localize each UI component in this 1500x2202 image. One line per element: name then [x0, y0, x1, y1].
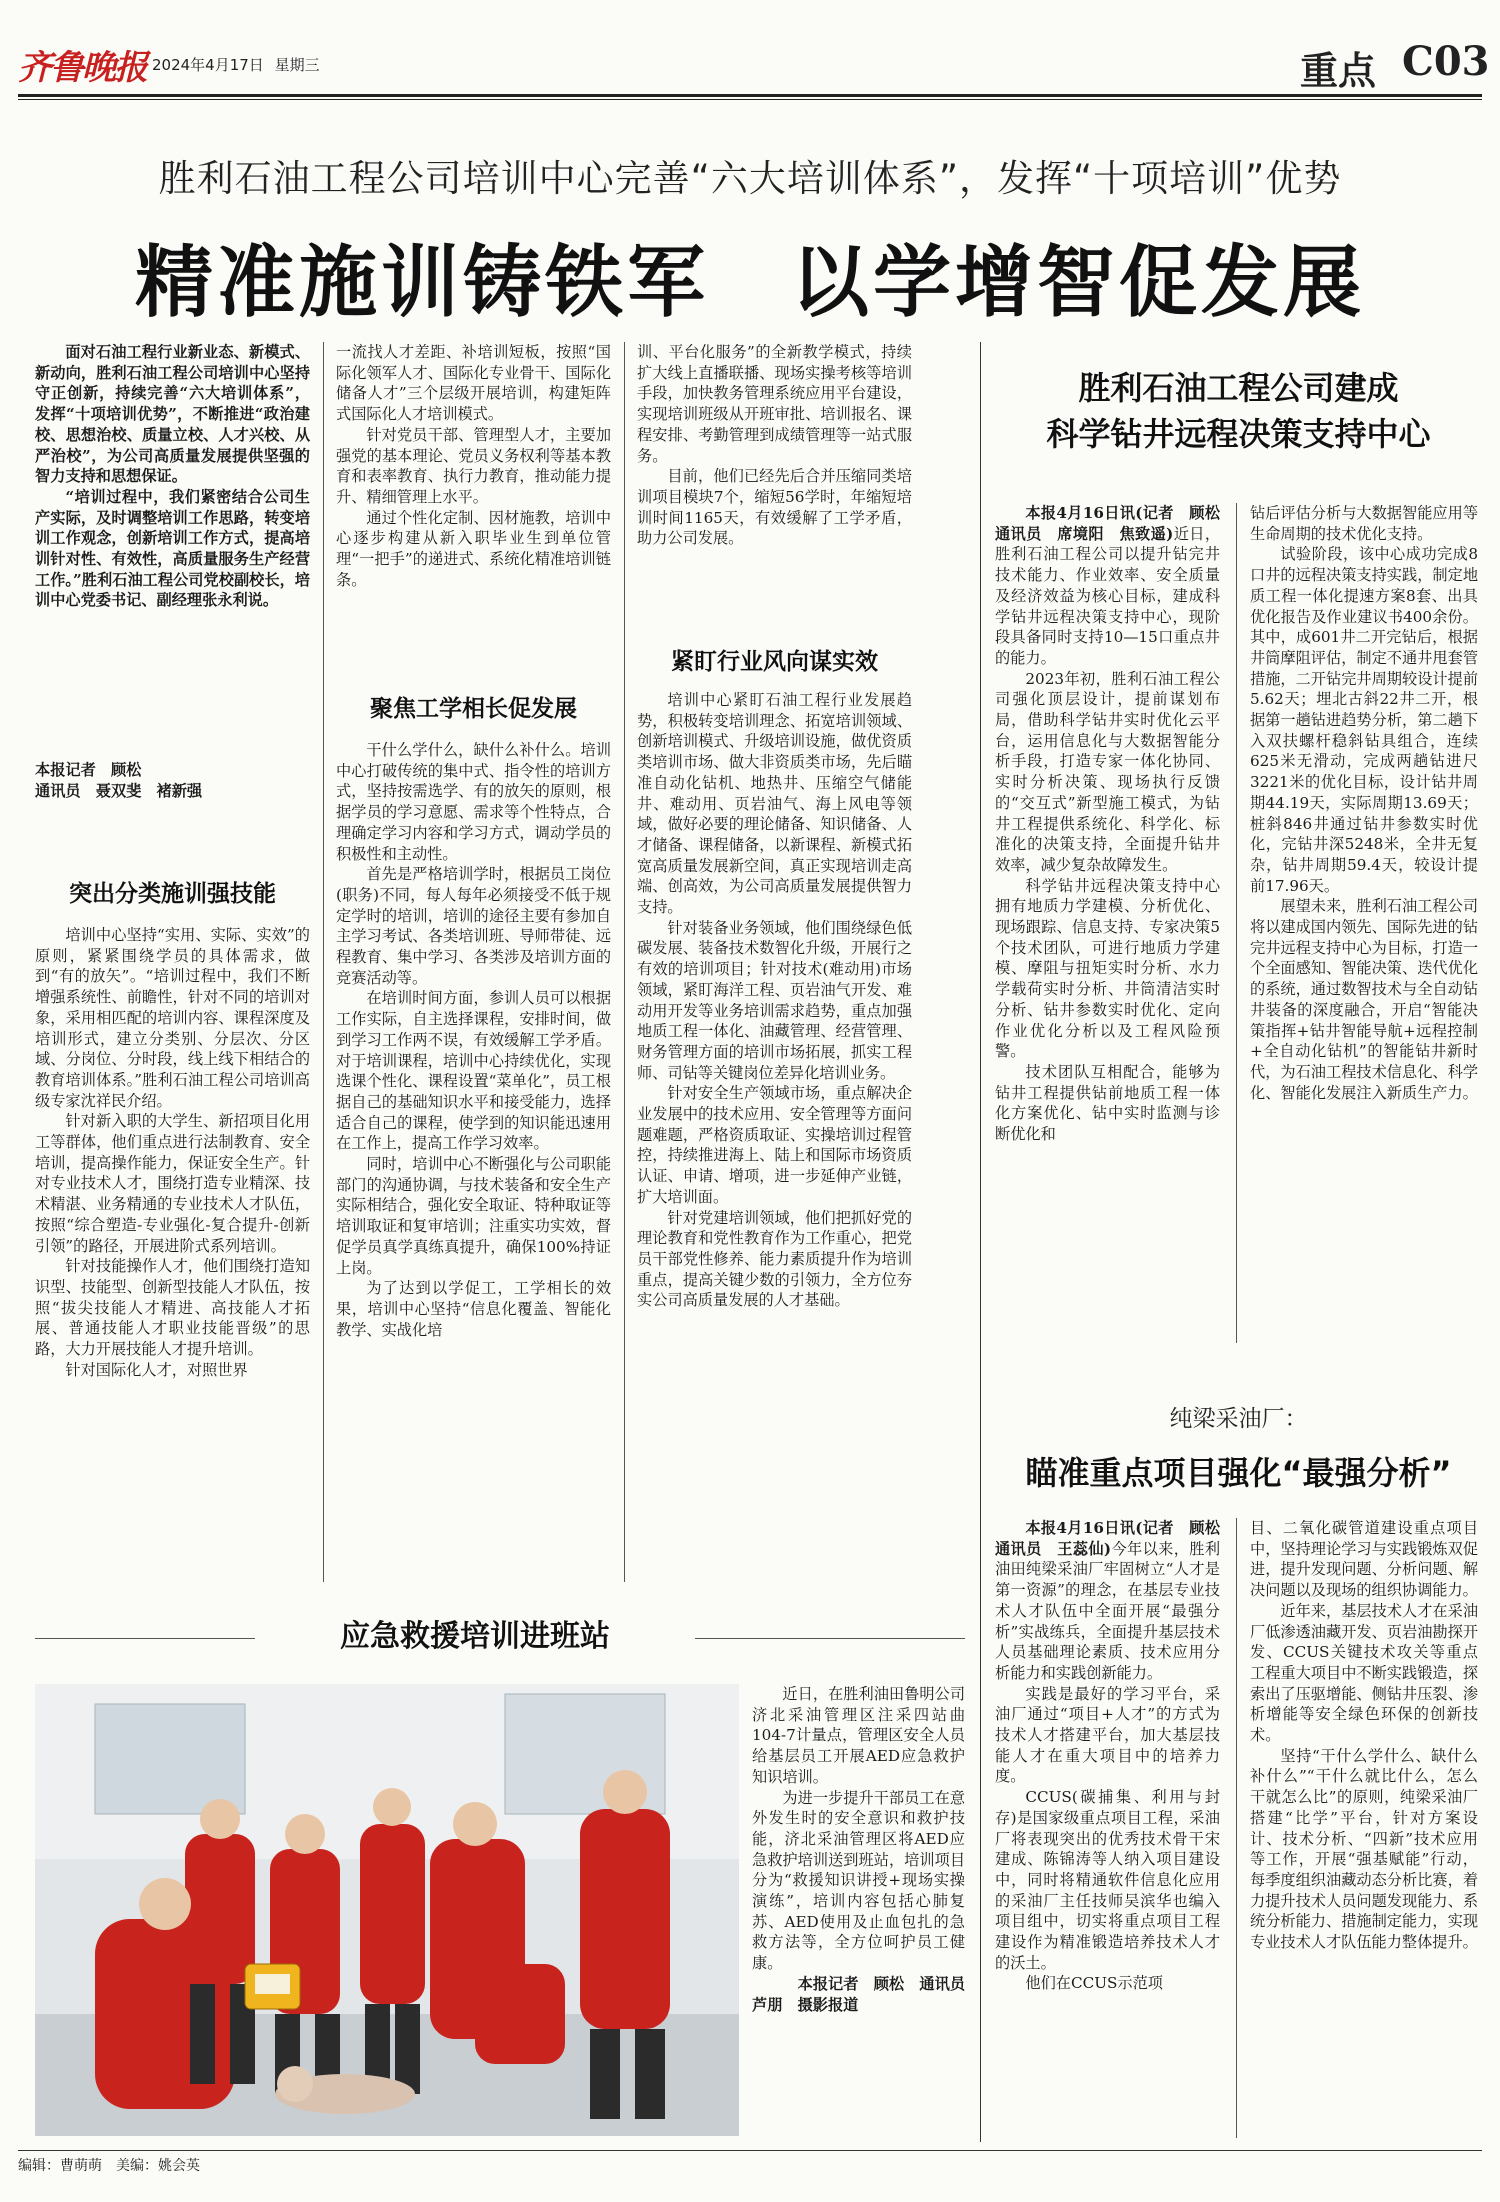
paragraph: 针对装备业务领域，他们围绕绿色低碳发展、装备技术数智化升级，开展行之有效的培训项目；针对技术(难动用)市场领域，紧盯海洋工程、页岩油气开发、难动用开发等业务培训需求趋势，重点加强地质工程一体化、油藏管理、经营管理、财务管理方面的培训市场拓展，抓实工程师、司钻等关键岗位差异化培训业务。 — [637, 918, 912, 1082]
paragraph: 科学钻井远程决策支持中心拥有地质力学建模、分析优化、现场跟踪、信息支持、专家决策5个技术团队，可进行地质力学建模、摩阻与扭矩实时分析、水力学载荷实时分析、井筒清洁实时分析、钻井参数实时优化、定向作业优化分析以及工程风险预警。 — [995, 876, 1220, 1061]
date-text: 2024年4月17日 — [152, 56, 264, 74]
paragraph: 一流找人才差距、补培训短板，按照“国际化领军人才、国际化专业骨干、国际化储备人才”三个层级开展培训，构建矩阵式国际化人才培训模式。 — [336, 343, 611, 424]
story2-headline — [995, 365, 1482, 457]
main-subtitle: 胜利石油工程公司培训中心完善“六大培训体系”，发挥“十项培训”优势 — [158, 157, 1342, 200]
paragraph: 目前，他们已经先后合并压缩同类培训项目模块7个，缩短56学时，年缩短培训时间1165天，有效缓解了工学矛盾，助力公司发展。 — [637, 467, 912, 548]
story2-headline-line1: 胜利石油工程公司建成 — [1078, 369, 1399, 407]
story3-headline: 瞄准重点项目强化“最强分析” — [1025, 1454, 1452, 1492]
paragraph: 针对新入职的大学生、新招项目化用工等群体，他们重点进行法制教育、安全培训，提高操作能力，保证安全生产。针对专业技术人才，围绕打造专业精深、技术精湛、业务精通的专业技术人才队伍，按照“综合塑造-专业强化-复合提升-创新引领”的路径，开展进阶式系列培训。 — [35, 1112, 310, 1255]
main-col-3-body — [637, 690, 912, 1311]
paragraph: 技术团队互相配合，能够为钻井工程提供钻前地质工程一体化方案优化、钻中实时监测与诊断优化和 — [995, 1062, 1220, 1144]
correspondent-line: 通讯员 聂双斐 褚新强 — [35, 782, 203, 800]
main-col-2 — [336, 342, 611, 590]
column-divider — [323, 342, 324, 1582]
paragraph: 2023年初，胜利石油工程公司强化顶层设计，提前谋划布局，借助科学钻井实时优化云平台，运用信息化与大数据智能分析手段，打造专家一体化协同、实时分析决策、现场执行反馈的“交互式”新型施工模式，为钻井工程提供系统化、科学化、标准化的决策支持，全面提升钻井效率，减少复杂故障发生。 — [995, 669, 1220, 874]
story3-col-2 — [1250, 1518, 1478, 1953]
story4-text — [752, 1684, 981, 2015]
paragraph: 试验阶段，该中心成功完成8口井的远程决策支持实践，制定地质工程一体化提速方案8套、出具优化报告及作业建议书400余份。其中，成601井二开完钻后，根据井筒摩阻评估，制定不通井甩套管措施，二开钻完井周期较设计提前5.62天；埋北古斜22井二开，根据第一趟钻进趋势分析，第二趟下入双扶螺杆稳斜钻具组合，连续625米无滑动，完成两趟钻进尺3221米的优化目标，设计钻井周期44.19天，实际周期13.69天；桩斜846井通过钻井参数实时优化，完钻井深5248米，全井无复杂，钻井周期59.4天，较设计提前17.96天。 — [1250, 545, 1478, 895]
paragraph: 干什么学什么，缺什么补什么。培训中心打破传统的集中式、指令性的培训方式，坚持按需选学、有的放矢的原则，根据学员的学习意愿、需求等个性特点，合理确定学习内容和学习方式，调动学员的积极性和主动性。 — [336, 741, 611, 863]
paragraph: 培训中心紧盯石油工程行业发展趋势，积极转变培训理念、拓宽培训领域、创新培训模式、升级培训设施，做优资质类培训市场、做大非资质类市场，先后瞄准自动化钻机、地热井、压缩空气储能井、难动用、页岩油气、海上风电等领域，做好必要的理论储备、知识储备、人才储备、课程储备，以新课程、新模式拓宽高质量发展新空间，真正实现培训走高端、创高效，为公司高质量发展提供智力支持。 — [637, 691, 912, 917]
aed-training-illustration — [35, 1684, 739, 2136]
top-rule-thin — [18, 99, 1482, 100]
paragraph: 展望未来，胜利石油工程公司将以建成国内领先、国际先进的钻完井远程支持中心为目标，打造一个全面感知、智能决策、迭代优化的系统，通过数智技术与全自动钻井装备的深度融合，开启“智能决策指挥+钻井智能导航+远程控制+全自动化钻机”的智能钻井新时代，为石油工程技术信息化、科学化、智能化发展注入新质生产力。 — [1250, 897, 1478, 1102]
paragraph: 针对国际化人才，对照世界 — [65, 1360, 248, 1379]
column-divider — [1236, 503, 1237, 1343]
paragraph: 针对技能操作人才，他们围绕打造知识型、技能型、创新型技能人才队伍，按照“拔尖技能人才精进、高技能人才拓展、普通技能人才职业技能晋级”的思路，大力开展技能人才提升培训。 — [35, 1257, 310, 1359]
story3-byline: 本报4月16日讯(记者 顾松 通讯员 王蕊仙) — [995, 1519, 1236, 1558]
paragraph: CCUS(碳捕集、利用与封存)是国家级重点项目工程，采油厂将表现突出的优秀技术骨干宋建成、陈锦涛等人纳入项目建设中，同时将精通软件信息化应用的采油厂主任技师吴滨华也编入项目组中，切实将重点项目工程建设作为精准锻造培养技术人才的沃土。 — [995, 1788, 1220, 1972]
paragraph: 他们在CCUS示范项 — [1025, 1974, 1163, 1993]
paragraph: 近日，在胜利油田鲁明公司济北采油管理区注采四站曲104-7计量点，管理区安全人员给基层员工开展AED应急救护知识培训。 — [752, 1685, 965, 1786]
main-headline: 精准施训铸铁军 以学增智促发展 — [134, 237, 1365, 328]
story2-byline: 本报4月16日讯(记者 顾松 通讯员 席境阳 焦致遥) — [995, 504, 1236, 543]
page-number: C03 — [1402, 38, 1490, 85]
story3-col-1 — [995, 1518, 1236, 1994]
main-byline — [35, 760, 310, 802]
story2-headline-line2: 科学钻井远程决策支持中心 — [1046, 415, 1431, 453]
paragraph: 为进一步提升干部员工在意外发生时的安全意识和救护技能，济北采油管理区将AED应急救护培训送到班站，培训项目分为“救援知识讲授+现场实操演练”，培训内容包括心肺复苏、AED使用及止血包扎的急救方法等，全方位呵护员工健康。 — [752, 1788, 965, 1973]
story4-byline: 本报记者 顾松 通讯员 芦朋 摄影报道 — [752, 1974, 981, 2014]
paragraph: 为了达到以学促工，工学相长的效果，培训中心坚持“信息化覆盖、智能化教学、实战化培 — [336, 1279, 611, 1339]
paragraph: 培训中心坚持“实用、实际、实效”的原则，紧紧围绕学员的具体需求，做到“有的放矢”。“培训过程中，我们不断增强系统性、前瞻性，针对不同的培训对象，采用相匹配的培训内容、课程深度及培训形式，建立分类别、分层次、分区域、分岗位、分时段，线上线下相结合的教育培训体系。”胜利石油工程公司培训高级专家沈祥民介绍。 — [35, 926, 310, 1110]
lead-paragraph: 面对石油工程行业新业态、新模式、新动向，胜利石油工程公司培训中心坚持守正创新，持续完善“六大培训体系”，发挥“十项培训优势”，不断推进“政治建校、思想治校、质量立校、人才兴校、从严治校”，为公司高质量发展提供坚强的智力支持和思想保证。 — [35, 343, 310, 486]
header-rule-left — [35, 1638, 255, 1639]
issue-date — [152, 54, 320, 75]
paragraph: 近年来，基层技术人才在采油厂低渗透油藏开发、页岩油勘探开发、CCUS关键技术攻关等重点工程重大项目中不断实践锻造，探索出了压驱增能、侧钻井压裂、渗析增能等安全绿色环保的创新技术。 — [1250, 1601, 1478, 1745]
editor-credits: 编辑：曹萌萌 美编：姚会英 — [18, 2158, 200, 2174]
footer-rule — [18, 2150, 1482, 2151]
story4-headline: 应急救援培训进班站 — [340, 1619, 610, 1654]
story2-col-1 — [995, 503, 1236, 1145]
paragraph: 针对安全生产领域市场，重点解决企业发展中的技术应用、安全管理等方面问题难题，严格资质取证、实操培训过程管控，持续推进海上、陆上和国际市场资质认证、申请、增项，进一步延伸产业链，扩大培训面。 — [637, 1084, 912, 1206]
lead-quote: “培训过程中，我们紧密结合公司生产实际，及时调整培训工作思路，转变培训工作观念，创新培训工作方式，提高培训针对性、有效性，高质量服务生产经营工作。”胜利石油工程公司党校副校长，培训中心党委书记、副经理张永利说。 — [35, 487, 310, 610]
top-rule — [18, 94, 1482, 97]
section-label: 重点 — [1300, 48, 1377, 93]
paragraph: 目、二氧化碳管道建设重点项目中，坚持理论学习与实践锻炼双促进，提升发现问题、分析问题、解决问题以及现场的组织协调能力。 — [1250, 1519, 1478, 1600]
section-head-2: 聚焦工学相长促发展 — [370, 696, 577, 722]
paragraph: 钻后评估分析与大数据智能应用等生命周期的技术优化支持。 — [1250, 504, 1478, 543]
paragraph: 今年以来，胜利油田纯梁采油厂牢固树立“人才是第一资源”的理念，在基层专业技术人才队伍中全面开展“最强分析”实战练兵，全面提升基层技术人员基础理论素质、技术应用分析能力和实践创新能力。 — [995, 1539, 1221, 1682]
paragraph: 针对党员干部、管理型人才，主要加强党的基本理论、党员义务权利等基本教育和表率教育、执行力教育，推动能力提升、精细管理上水平。 — [336, 425, 611, 506]
paragraph: 同时，培训中心不断强化与公司职能部门的沟通协调，与技术装备和安全生产实际相结合，强化安全取证、特种取证等培训取证和复审培训；注重实功实效，督促学员真学真练真提升，确保100%持证上岗。 — [336, 1155, 611, 1277]
section-head-3: 紧盯行业风向谋实效 — [671, 649, 878, 675]
story2-col-2 — [1250, 503, 1478, 1103]
column-divider — [624, 342, 625, 1582]
reporter-line: 本报记者 顾松 — [35, 761, 142, 779]
paragraph: 在培训时间方面，参训人员可以根据工作实际，自主选择课程，安排时间，做到学习工作两不误，有效缓解工学矛盾。对于培训课程，培训中心持续优化，实现选课个性化、课程设置“菜单化”，员工根据自己的基础知识水平和接受能力，选择适合自己的课程，使学到的知识能迅速用在工作上，提高工作学习效率。 — [336, 989, 611, 1153]
story-divider — [980, 342, 981, 2142]
newspaper-logo: 齐鲁晚报 — [18, 48, 146, 88]
paragraph: 针对党建培训领域，他们把抓好党的理论教育和党性教育作为工作重心，把党员干部党性修养、能力素质提升作为培训重点，提高关键少数的引领力，全方位夯实公司高质量发展的人才基础。 — [637, 1208, 912, 1310]
section-head-1: 突出分类施训强技能 — [69, 881, 276, 907]
main-col-1 — [35, 342, 310, 611]
paragraph: 训、平台化服务”的全新教学模式，持续扩大线上直播联播、现场实操考核等培训手段，加快教务管理系统应用平台建设，实现培训班级从开班审批、培训报名、课程安排、考勤管理到成绩管理等一站式服务。 — [637, 343, 912, 465]
main-col-3 — [637, 342, 912, 549]
header-rule-right — [695, 1638, 965, 1639]
weekday-text: 星期三 — [274, 56, 320, 74]
paragraph: 近日，胜利石油工程公司以提升钻完井技术能力、作业效率、安全质量及经济效益为核心目标，建成科学钻井远程决策支持中心，现阶段具备同时支持10—15口重点井的能力。 — [995, 524, 1221, 667]
paragraph: 实践是最好的学习平台，采油厂通过“项目+人才”的方式为技术人才搭建平台，加大基层技能人才在重大项目中的培养力度。 — [995, 1684, 1220, 1786]
paragraph: 通过个性化定制、因材施教，培训中心逐步构建从新入职毕业生到单位管理“一把手”的递进式、系统化精准培训链条。 — [336, 508, 611, 589]
main-col-1-body — [35, 925, 310, 1380]
main-col-2-body — [336, 740, 611, 1340]
column-divider — [1236, 1518, 1237, 2138]
training-photo — [35, 1684, 739, 2136]
paragraph: 首先是严格培训学时，根据员工岗位(职务)不同，每人每年必须接受不低于规定学时的培训，培训的途径主要有参加自主学习考试、各类培训班、导师带徒、远程教育、集中学习、各类涉及培训方面的竞赛活动等。 — [336, 865, 611, 987]
paragraph: 坚持“干什么学什么、缺什么补什么”“干什么就比什么，怎么干就怎么比”的原则，纯梁采油厂搭建“比学”平台，针对方案设计、技术分析、“四新”技术应用等工作，开展“强基赋能”行动，每季度组织油藏动态分析比赛，着力提升技术人员问题发现能力、系统分析能力、措施制定能力，实现专业技术人才队伍能力整体提升。 — [1250, 1746, 1478, 1952]
story3-kicker: 纯梁采油厂： — [1169, 1406, 1308, 1432]
